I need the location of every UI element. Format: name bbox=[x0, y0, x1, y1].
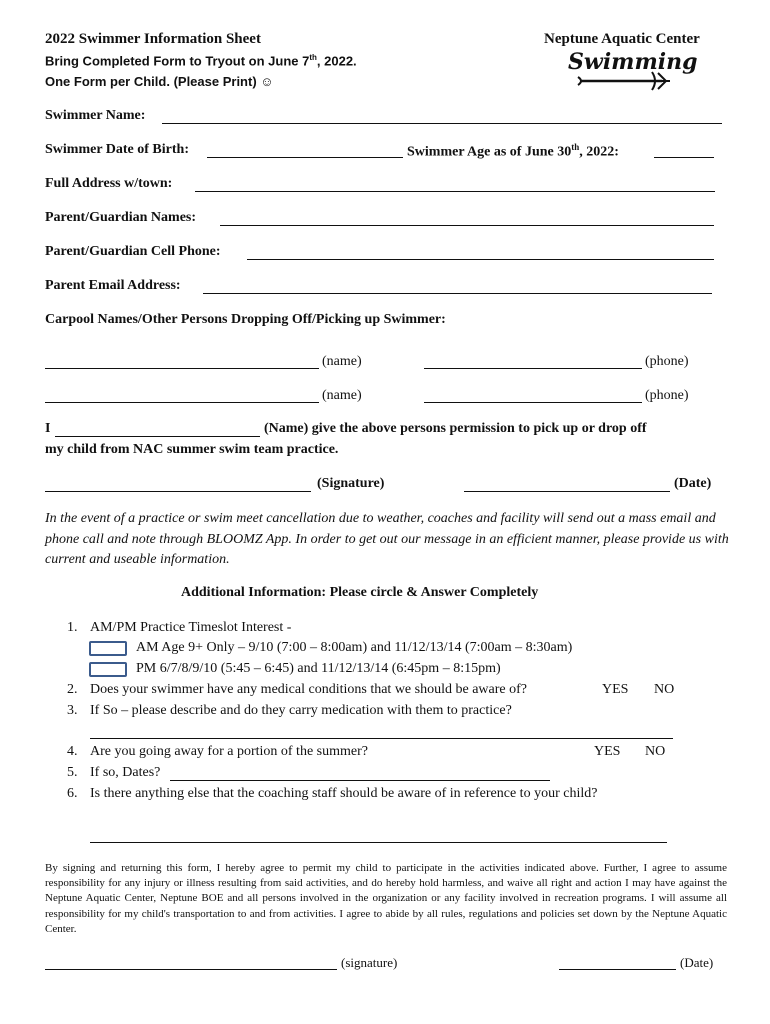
footer-date-label: (Date) bbox=[680, 955, 714, 970]
bring-instructions: Bring Completed Form to Tryout on June 7th, 2022. bbox=[45, 53, 357, 69]
q5-dates-field[interactable] bbox=[170, 780, 550, 781]
q3-answer-field[interactable] bbox=[90, 738, 673, 739]
q6-number: 6. bbox=[67, 786, 78, 801]
permission-signature-label: (Signature) bbox=[317, 476, 385, 491]
carpool-name-label-2: (name) bbox=[322, 388, 362, 403]
carpool-name-label-1: (name) bbox=[322, 354, 362, 369]
email-label: Parent Email Address: bbox=[45, 278, 181, 293]
guardian-names-label: Parent/Guardian Names: bbox=[45, 210, 197, 225]
permission-i: I bbox=[45, 421, 51, 436]
q2-no[interactable]: NO bbox=[654, 682, 675, 697]
footer-signature-label: (signature) bbox=[341, 955, 398, 970]
am-option: AM Age 9+ Only – 9/10 (7:00 – 8:00am) and 11/12/13/14 (7:00am – 8:30am) bbox=[136, 640, 573, 655]
q4-number: 4. bbox=[67, 744, 78, 759]
cancellation-notice: In the event of a practice or swim meet cancellation due to weather, coaches and facility will send out a mass email and phone call and note through BLOOMZ App. In order to get out our message in an efficient manner, please provide us with current and useable information. bbox=[45, 511, 729, 567]
pm-checkbox[interactable] bbox=[89, 662, 127, 677]
permission-line-2: my child from NAC summer swim team practice. bbox=[45, 442, 339, 457]
dob-label: Swimmer Date of Birth: bbox=[45, 142, 189, 157]
form-title: 2022 Swimmer Information Sheet bbox=[45, 31, 261, 47]
carpool-phone-field-2[interactable] bbox=[424, 402, 642, 403]
permission-signature-field[interactable] bbox=[45, 491, 311, 492]
q4-text: Are you going away for a portion of the summer? bbox=[90, 744, 368, 759]
swimming-logo-word: Swimming bbox=[568, 49, 698, 75]
q4-yes[interactable]: YES bbox=[594, 744, 621, 759]
pm-option: PM 6/7/8/9/10 (5:45 – 6:45) and 11/12/13/14 (6:45pm – 8:15pm) bbox=[136, 661, 501, 676]
guardian-names-field[interactable] bbox=[220, 225, 714, 226]
footer-signature-field[interactable] bbox=[45, 969, 337, 970]
q1-text: AM/PM Practice Timeslot Interest - bbox=[90, 620, 292, 635]
q6-text: Is there anything else that the coaching staff should be aware of in reference to your child? bbox=[90, 786, 598, 801]
additional-heading: Additional Information: Please circle & Answer Completely bbox=[181, 585, 539, 600]
permission-date-label: (Date) bbox=[674, 476, 712, 491]
swimmer-name-label: Swimmer Name: bbox=[45, 108, 146, 123]
permission-name-field[interactable] bbox=[55, 436, 260, 437]
q5-text: If so, Dates? bbox=[90, 765, 161, 780]
q6-answer-field[interactable] bbox=[90, 842, 667, 843]
org-name: Neptune Aquatic Center bbox=[544, 31, 700, 47]
q2-yes[interactable]: YES bbox=[602, 682, 629, 697]
q4-no[interactable]: NO bbox=[645, 744, 666, 759]
address-field[interactable] bbox=[195, 191, 715, 192]
age-field[interactable] bbox=[654, 157, 714, 158]
q3-text: If So – please describe and do they carry medication with them to practice? bbox=[90, 703, 512, 718]
q2-text: Does your swimmer have any medical conditions that we should be aware of? bbox=[90, 682, 527, 697]
q3-number: 3. bbox=[67, 703, 78, 718]
swimming-logo bbox=[566, 47, 698, 95]
carpool-name-field-2[interactable] bbox=[45, 402, 319, 403]
q2-number: 2. bbox=[67, 682, 78, 697]
email-field[interactable] bbox=[203, 293, 712, 294]
permission-line-1: (Name) give the above persons permission to pick up or drop off bbox=[264, 421, 647, 436]
age-label: Swimmer Age as of June 30th, 2022: bbox=[407, 142, 619, 160]
permission-date-field[interactable] bbox=[464, 491, 670, 492]
carpool-label: Carpool Names/Other Persons Dropping Off/Picking up Swimmer: bbox=[45, 312, 446, 327]
dob-field[interactable] bbox=[207, 157, 403, 158]
one-form-note: One Form per Child. (Please Print) ☺ bbox=[45, 74, 274, 89]
footer-date-field[interactable] bbox=[559, 969, 676, 970]
carpool-phone-field-1[interactable] bbox=[424, 368, 642, 369]
address-label: Full Address w/town: bbox=[45, 176, 173, 191]
q1-number: 1. bbox=[67, 620, 78, 635]
liability-waiver: By signing and returning this form, I hereby agree to permit my child to participate in the activities indicated above. Further, I agree to assume responsibility for any injury or illness resulting from said activities, and do hereby hold harmless, and waive all right and action I may have against the Neptune Aquatic Center, Neptune BOE and all persons involved in the organization or any facility involved in recreation programs. I will assume all responsibility for my child's transportation to and from activities. I agree to abide by all rules, regulations and policies set down by the Neptune Aquatic Center. bbox=[45, 862, 727, 935]
am-checkbox[interactable] bbox=[89, 641, 127, 656]
carpool-phone-label-2: (phone) bbox=[645, 388, 689, 403]
swimmer-name-field[interactable] bbox=[162, 123, 722, 124]
q5-number: 5. bbox=[67, 765, 78, 780]
trident-icon bbox=[566, 47, 676, 95]
carpool-name-field-1[interactable] bbox=[45, 368, 319, 369]
guardian-phone-field[interactable] bbox=[247, 259, 714, 260]
carpool-phone-label-1: (phone) bbox=[645, 354, 689, 369]
guardian-phone-label: Parent/Guardian Cell Phone: bbox=[45, 244, 221, 259]
